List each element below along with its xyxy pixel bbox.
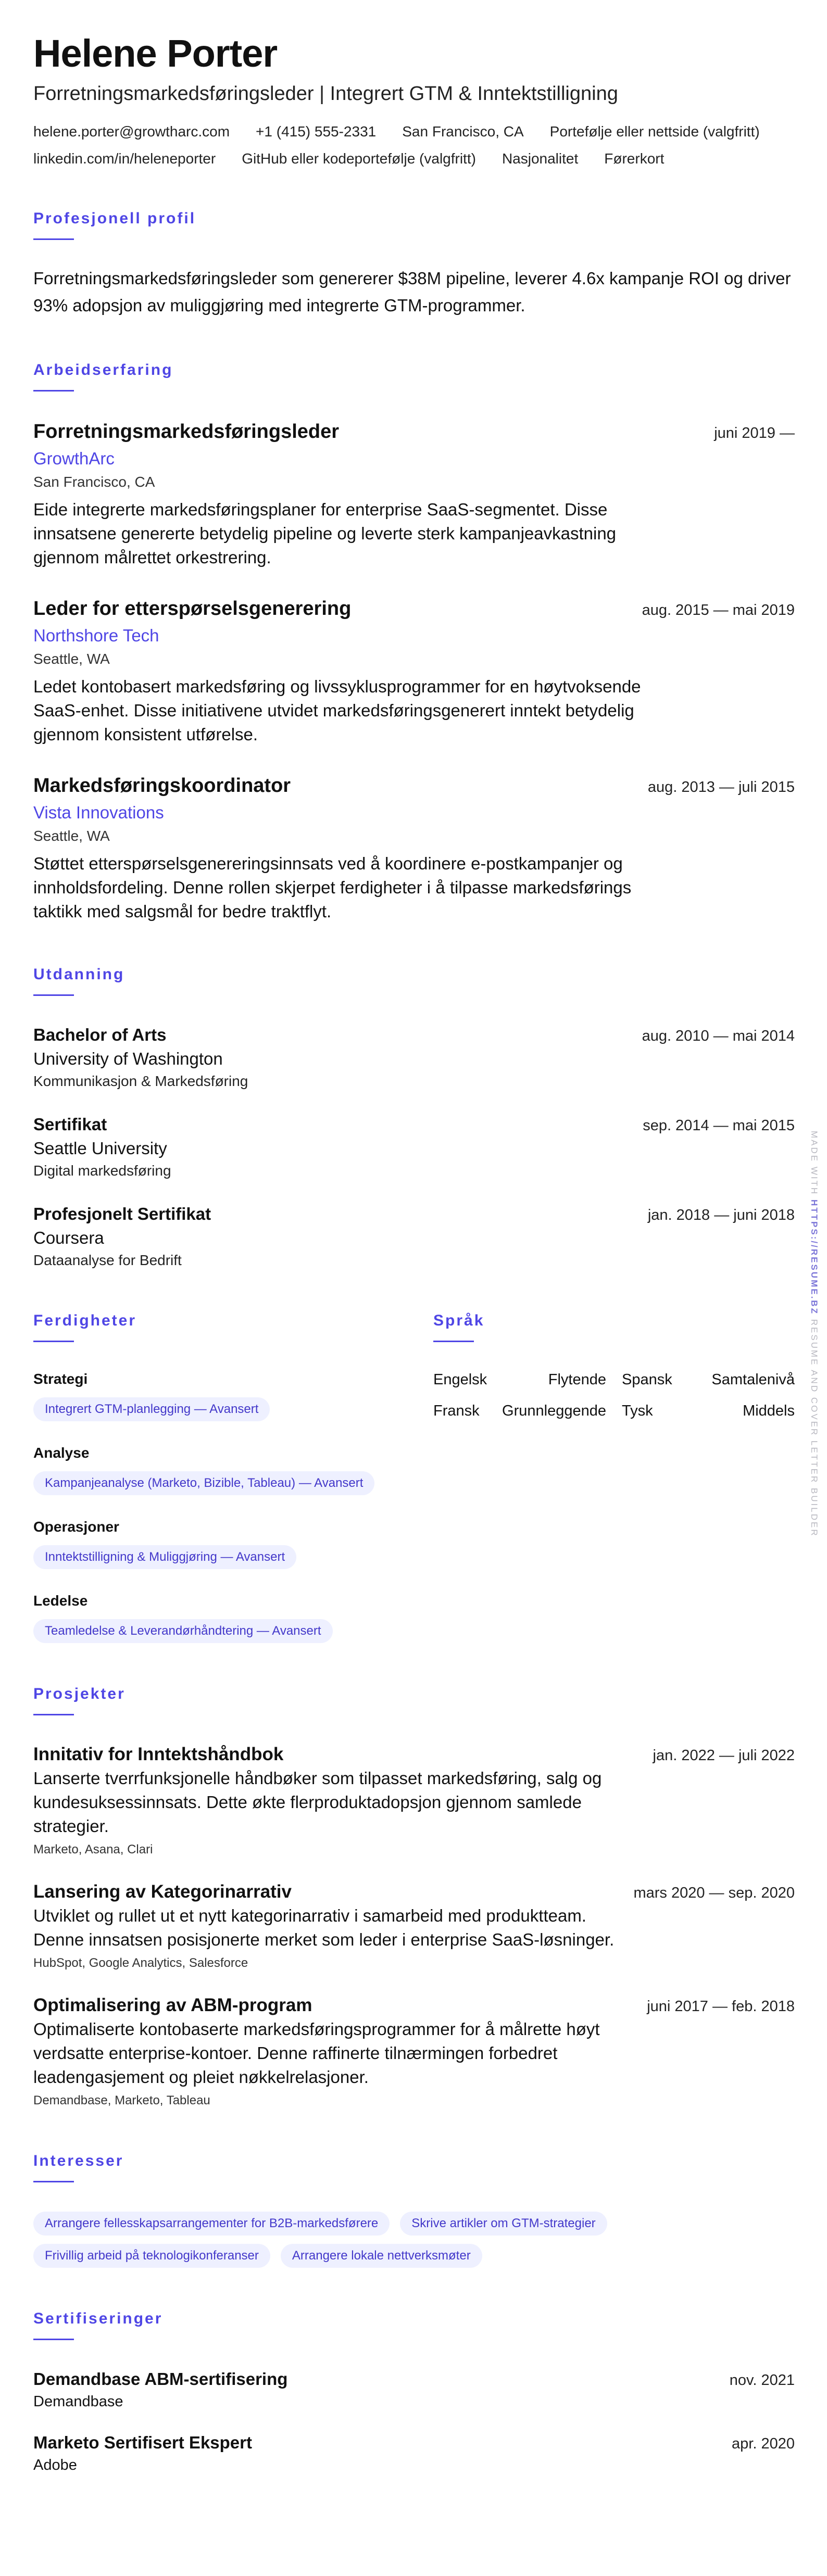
- language-list: [433, 1369, 795, 1421]
- job-location: Seattle, WA: [33, 828, 110, 844]
- section-languages: [433, 1310, 795, 1643]
- certification-date: nov. 2021: [729, 2372, 795, 2389]
- skill-pill: Inntektstilligning & Muliggjøring — Avansert: [33, 1545, 296, 1569]
- project-description: Optimaliserte kontobaserte markedsføringsprogrammer for å målrette høyt verdsatte enterprise-kontoer. Denne raffinerte tilnærmingen forbedret leadengasjement og pleiet nøkkelrelasjoner.: [33, 2019, 600, 2087]
- certification-item: [33, 2367, 795, 2412]
- watermark-suffix: RESUME AND COVER LETTER BUILDER: [809, 1319, 819, 1537]
- education-item: [33, 1202, 795, 1271]
- education-item: [33, 1113, 795, 1181]
- skill-group: [33, 1591, 433, 1643]
- school-name: Seattle University: [33, 1139, 167, 1158]
- section-divider: [33, 2339, 74, 2340]
- contact-linkedin[interactable]: linkedin.com/in/heleneporter: [33, 150, 216, 167]
- section-summary: [33, 208, 795, 319]
- interest-pill: Arrangere fellesskapsarrangementer for B2B-markedsførere: [33, 2212, 390, 2236]
- skill-group: [33, 1517, 433, 1569]
- interest-list: [33, 2203, 794, 2268]
- language-name: Engelsk: [433, 1371, 487, 1388]
- language-level: Samtalenivå: [711, 1371, 795, 1388]
- job-location: San Francisco, CA: [33, 474, 155, 490]
- school-name: Coursera: [33, 1228, 104, 1247]
- education-date: sep. 2014 — mai 2015: [643, 1117, 795, 1134]
- section-divider: [33, 2181, 74, 2182]
- project-tools: HubSpot, Google Analytics, Salesforce: [33, 1956, 248, 1970]
- section-divider: [33, 1714, 74, 1715]
- company-name: Vista Innovations: [33, 803, 164, 822]
- section-divider: [33, 1341, 74, 1342]
- summary-text: Forretningsmarkedsføringsleder som genererer $38M pipeline, leverer 4.6x kampanje ROI og driver 93% adopsjon av muliggjøring med integrerte GTM-programmer.: [33, 269, 791, 315]
- job-date: aug. 2015 — mai 2019: [642, 602, 795, 618]
- project-name: Innitativ for Inntektshåndbok: [33, 1744, 284, 1764]
- section-title: Arbeidserfaring: [33, 361, 173, 378]
- language-name: Spansk: [622, 1371, 672, 1388]
- experience-item: [33, 419, 795, 570]
- field-of-study: Dataanalyse for Bedrift: [33, 1252, 182, 1268]
- language-name: Tysk: [622, 1403, 653, 1419]
- certification-issuer: Demandbase: [33, 2393, 123, 2410]
- section-title: Prosjekter: [33, 1685, 126, 1702]
- experience-item: [33, 596, 795, 747]
- language-item: [433, 1400, 606, 1421]
- section-title: Språk: [433, 1312, 485, 1329]
- project-date: mars 2020 — sep. 2020: [633, 1885, 795, 1901]
- skill-pill: Kampanjeanalyse (Marketo, Bizible, Tableau) — Avansert: [33, 1471, 374, 1495]
- section-divider: [33, 994, 74, 996]
- education-date: jan. 2018 — juni 2018: [647, 1207, 795, 1223]
- skill-pill: Integrert GTM-planlegging — Avansert: [33, 1397, 270, 1421]
- skills-languages-row: [33, 1310, 795, 1643]
- job-title: Leder for etterspørselsgenerering: [33, 598, 352, 620]
- contact-location: San Francisco, CA: [402, 123, 524, 140]
- project-item: [33, 1880, 795, 1973]
- language-level: Grunnleggende: [502, 1403, 606, 1419]
- job-location: Seattle, WA: [33, 651, 110, 667]
- contact-github[interactable]: GitHub eller kodeportefølje (valgfritt): [242, 150, 476, 167]
- contact-phone[interactable]: +1 (415) 555-2331: [256, 123, 377, 140]
- watermark-link[interactable]: HTTPS://RESUME.BZ: [809, 1199, 819, 1315]
- project-date: jan. 2022 — juli 2022: [653, 1747, 795, 1764]
- project-item: [33, 1993, 795, 2110]
- language-name: Fransk: [433, 1403, 480, 1419]
- company-name: GrowthArc: [33, 449, 115, 468]
- project-date: juni 2017 — feb. 2018: [647, 1998, 795, 2015]
- field-of-study: Kommunikasjon & Markedsføring: [33, 1073, 248, 1089]
- job-title: Forretningsmarkedsføringsleder: [33, 421, 340, 443]
- project-name: Lansering av Kategorinarrativ: [33, 1882, 292, 1902]
- degree-name: Sertifikat: [33, 1115, 107, 1134]
- interest-pill: Arrangere lokale nettverksmøter: [281, 2244, 482, 2268]
- candidate-headline: Forretningsmarkedsføringsleder | Integrert GTM & Inntektstilligning: [33, 83, 618, 105]
- language-level: Flytende: [548, 1371, 606, 1388]
- candidate-name: Helene Porter: [33, 32, 278, 75]
- degree-name: Profesjonelt Sertifikat: [33, 1204, 211, 1223]
- interest-pill: Frivillig arbeid på teknologikonferanser: [33, 2244, 270, 2268]
- section-projects: [33, 1684, 795, 2110]
- section-education: [33, 964, 795, 1271]
- resume-header: [33, 31, 795, 169]
- school-name: University of Washington: [33, 1049, 223, 1068]
- section-title: Ferdigheter: [33, 1312, 137, 1329]
- language-item: [622, 1369, 795, 1390]
- contact-drivers-license: Førerkort: [604, 150, 665, 167]
- section-certifications: [33, 2308, 795, 2476]
- section-title: Profesjonell profil: [33, 210, 196, 227]
- language-item: [622, 1400, 795, 1421]
- education-item: [33, 1023, 795, 1092]
- contact-nationality: Nasjonalitet: [502, 150, 579, 167]
- contact-info: [33, 122, 794, 169]
- certification-name: Marketo Sertifisert Ekspert: [33, 2433, 252, 2452]
- interest-pill: Skrive artikler om GTM-strategier: [400, 2212, 607, 2236]
- section-divider: [433, 1341, 474, 1342]
- section-interests: [33, 2151, 795, 2268]
- section-title: Utdanning: [33, 966, 125, 983]
- project-description: Lanserte tverrfunksjonelle håndbøker som tilpasset markedsføring, salg og kundesuksessinnsats. Dette økte flerproduktadopsjon gjennom samlede strategier.: [33, 1769, 602, 1836]
- skill-group: [33, 1369, 433, 1421]
- degree-name: Bachelor of Arts: [33, 1025, 167, 1044]
- project-tools: Demandbase, Marketo, Tableau: [33, 2093, 210, 2107]
- field-of-study: Digital markedsføring: [33, 1163, 171, 1179]
- section-title: Interesser: [33, 2152, 124, 2169]
- made-with-watermark: [808, 1131, 820, 1537]
- skill-group: [33, 1443, 433, 1495]
- section-divider: [33, 390, 74, 392]
- job-title: Markedsføringskoordinator: [33, 775, 291, 797]
- experience-item: [33, 773, 795, 924]
- language-level: Middels: [743, 1403, 795, 1419]
- job-description: Støttet etterspørselsgenereringsinnsats ved å koordinere e-postkampanjer og innholdsfordeling. Denne rollen skjerpet ferdigheter i å tilpasse markedsførings taktikk med salgsmål for bedre traktflyt.: [33, 854, 632, 921]
- section-title: Sertifiseringer: [33, 2310, 163, 2327]
- skill-category: Ledelse: [33, 1593, 88, 1609]
- project-tools: Marketo, Asana, Clari: [33, 1842, 153, 1857]
- section-experience: [33, 360, 795, 924]
- education-date: aug. 2010 — mai 2014: [642, 1028, 795, 1044]
- company-name: Northshore Tech: [33, 626, 159, 645]
- job-description: Ledet kontobasert markedsføring og livssyklusprogrammer for en høytvoksende SaaS-enhet. Disse initiativene utvidet markedsføringsgenerert inntekt betydelig gjennom konsistent utførelse.: [33, 677, 641, 744]
- contact-portfolio[interactable]: Portefølje eller nettside (valgfritt): [549, 123, 760, 140]
- skill-category: Analyse: [33, 1445, 90, 1461]
- contact-email[interactable]: helene.porter@growtharc.com: [33, 123, 230, 140]
- section-divider: [33, 238, 74, 240]
- skill-category: Operasjoner: [33, 1519, 119, 1535]
- certification-issuer: Adobe: [33, 2457, 77, 2473]
- project-description: Utviklet og rullet ut et nytt kategorinarrativ i samarbeid med produktteam. Denne innsatsen posisjonerte merket som leder i enterprise SaaS-løsninger.: [33, 1906, 615, 1949]
- job-date: juni 2019 —: [714, 425, 795, 441]
- project-item: [33, 1742, 795, 1859]
- job-date: aug. 2013 — juli 2015: [647, 779, 795, 795]
- job-description: Eide integrerte markedsføringsplaner for enterprise SaaS-segmentet. Disse innsatsene genererte betydelig pipeline og leverte sterk kampanjeavkastning gjennom målrettet orkestrering.: [33, 500, 617, 567]
- skill-pill: Teamledelse & Leverandørhåndtering — Avansert: [33, 1619, 333, 1643]
- language-item: [433, 1369, 606, 1390]
- watermark-prefix: MADE WITH: [809, 1131, 819, 1196]
- certification-item: [33, 2431, 795, 2476]
- certification-name: Demandbase ABM-sertifisering: [33, 2369, 288, 2389]
- certification-date: apr. 2020: [732, 2435, 795, 2452]
- skill-category: Strategi: [33, 1371, 88, 1387]
- section-skills: [33, 1310, 433, 1643]
- project-name: Optimalisering av ABM-program: [33, 1995, 312, 2015]
